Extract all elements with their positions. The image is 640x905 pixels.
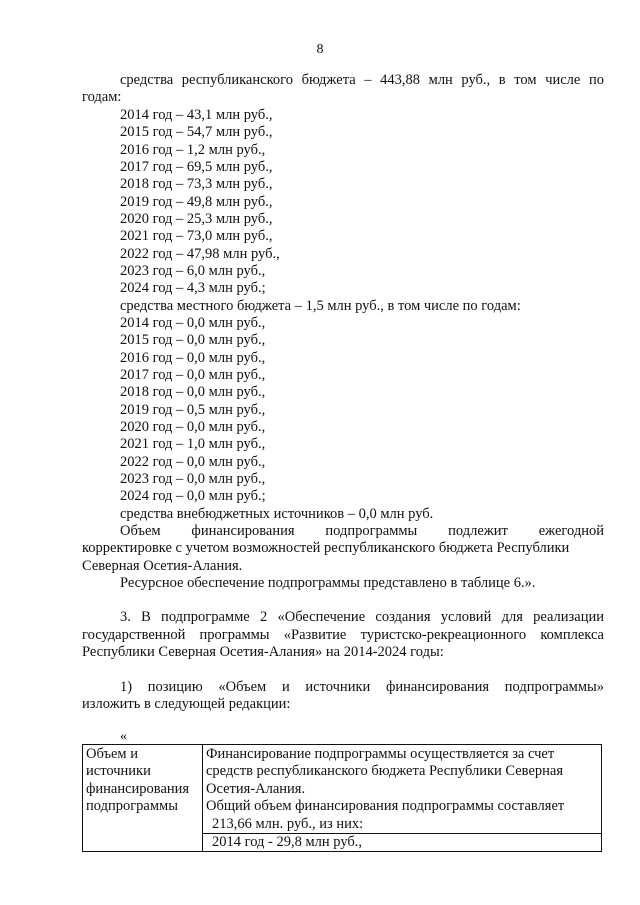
text-line: Объем финансирования подпрограммы подлежит ежегодной xyxy=(120,523,604,539)
text-line: средства республиканского бюджета – 443,88 млн руб., в том числе по xyxy=(120,72,604,88)
table-row xyxy=(83,745,602,852)
text-line: 2015 год – 54,7 млн руб., xyxy=(120,124,273,140)
cell-line: Осетия-Алания. xyxy=(206,780,306,797)
text-line: средства местного бюджета – 1,5 млн руб., в том числе по годам: xyxy=(120,298,521,314)
text-line: 2022 год – 0,0 млн руб., xyxy=(120,454,266,470)
text-line: 2015 год – 0,0 млн руб., xyxy=(120,332,266,348)
cell-line: средств республиканского бюджета Республики Северная xyxy=(206,763,563,780)
text-line: 2020 год – 0,0 млн руб., xyxy=(120,419,266,435)
cell-line: Финансирование подпрограммы осуществляется за счет xyxy=(206,746,555,762)
item-1-line: изложить в следующей редакции: xyxy=(82,696,291,712)
text-line: 2022 год – 47,98 млн руб., xyxy=(120,246,280,262)
text-line: годам: xyxy=(82,89,122,105)
cell-line: 213,66 млн. руб., из них: xyxy=(212,815,364,832)
text-line: 2016 год – 0,0 млн руб., xyxy=(120,350,266,366)
text-line: 2014 год – 43,1 млн руб., xyxy=(120,107,273,123)
text-line: 2018 год – 0,0 млн руб., xyxy=(120,384,266,400)
item-1-line: 1) позицию «Объем и источники финансирования подпрограммы» xyxy=(120,679,604,695)
table-cell-content xyxy=(203,745,602,852)
text-line: 2021 год – 1,0 млн руб., xyxy=(120,436,266,452)
text-line: 2017 год – 0,0 млн руб., xyxy=(120,367,266,383)
cell-line: финансирования xyxy=(86,780,190,797)
cell-line: Объем и xyxy=(86,746,138,762)
text-line: 2024 год – 4,3 млн руб.; xyxy=(120,280,266,296)
cell-line: 2014 год - 29,8 млн руб., xyxy=(203,833,601,851)
section-3-line: государственной программы «Развитие туристско-рекреационного комплекса xyxy=(82,627,604,643)
cell-line: подпрограммы xyxy=(86,798,178,815)
text-line: 2019 год – 0,5 млн руб., xyxy=(120,402,266,418)
text-line: 2014 год – 0,0 млн руб., xyxy=(120,315,266,331)
cell-line: Общий объем финансирования подпрограммы составляет xyxy=(206,798,565,815)
opening-quote: « xyxy=(120,729,127,744)
financing-table xyxy=(82,744,602,852)
text-line: 2020 год – 25,3 млн руб., xyxy=(120,211,273,227)
text-line: 2024 год – 0,0 млн руб.; xyxy=(120,488,266,504)
text-line: Ресурсное обеспечение подпрограммы представлено в таблице 6.». xyxy=(120,575,536,591)
text-line: 2019 год – 49,8 млн руб., xyxy=(120,194,273,210)
section-3-line: 3. В подпрограмме 2 «Обеспечение создания условий для реализации xyxy=(120,609,604,625)
text-line: 2017 год – 69,5 млн руб., xyxy=(120,159,273,175)
section-3-line: Республики Северная Осетия-Алания» на 2014-2024 годы: xyxy=(82,644,444,660)
text-line: корректировке с учетом возможностей республиканского бюджета Республики xyxy=(82,540,570,556)
text-line: 2021 год – 73,0 млн руб., xyxy=(120,228,273,244)
text-line: Северная Осетия-Алания. xyxy=(82,558,243,574)
page-number: 8 xyxy=(316,42,324,57)
text-line: 2023 год – 0,0 млн руб., xyxy=(120,471,266,487)
text-line: 2018 год – 73,3 млн руб., xyxy=(120,176,273,192)
cell-line: источники xyxy=(86,763,151,780)
text-line: средства внебюджетных источников – 0,0 млн руб. xyxy=(120,506,434,522)
table-cell-label xyxy=(83,745,203,852)
text-line: 2016 год – 1,2 млн руб., xyxy=(120,142,266,158)
text-line: 2023 год – 6,0 млн руб., xyxy=(120,263,266,279)
